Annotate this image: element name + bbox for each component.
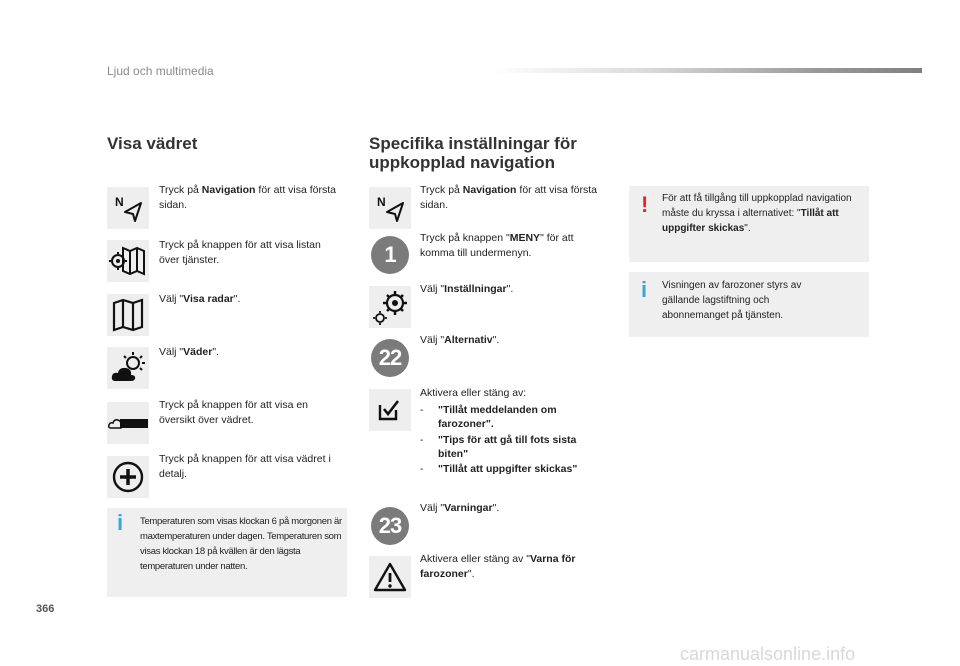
middle-step-2: Tryck på knappen "MENY" för att komma till undermenyn. xyxy=(420,232,574,259)
left-step-3: Välj "Visa radar". xyxy=(159,293,241,305)
left-step-6: Tryck på knappen för att visa vädret i detalj. xyxy=(159,453,331,480)
page-number: 366 xyxy=(36,603,55,615)
left-step-5: Tryck på knappen för att visa en översikt över vädret. xyxy=(159,399,309,426)
warning-icon: ! xyxy=(641,192,649,217)
header-bar xyxy=(490,68,922,73)
warning-note-text: För att få tillgång till uppkopplad navigation måste du kryssa i alternativet: "Tillåt att uppgifter skickas". xyxy=(662,193,852,234)
warning-triangle-icon xyxy=(369,556,411,598)
middle-step-6: Välj "Varningar". xyxy=(420,502,500,514)
middle-title: Specifika inställningar för uppkopplad navigation xyxy=(369,134,577,172)
svg-text:N: N xyxy=(377,195,386,209)
temperature-note-text: Temperaturen som visas klockan 6 på morgonen är maxtemperaturen under dagen. Temperaturen som visas klockan 18 på kvällen är den lägsta temperaturen under natten. xyxy=(140,516,342,572)
map-icon xyxy=(107,294,149,336)
left-title: Visa vädret xyxy=(107,134,198,153)
step-number-23: 23 xyxy=(371,507,409,545)
info-note-text: Visningen av farozoner styrs av gällande lagstiftning och abonnemanget på tjänsten. xyxy=(662,280,802,321)
navigation-arrow-icon xyxy=(369,187,411,229)
weather-overview-icon xyxy=(107,402,149,444)
middle-step-3: Välj "Inställningar". xyxy=(420,283,514,295)
checkbox-icon xyxy=(369,389,411,431)
settings-gears-icon xyxy=(369,286,411,328)
info-note xyxy=(629,272,869,337)
navigation-arrow-icon xyxy=(107,187,149,229)
plus-circle-icon xyxy=(107,456,149,498)
info-icon: i xyxy=(117,510,124,535)
left-step-2: Tryck på knappen för att visa listan över tjänster. xyxy=(159,239,321,266)
section-header: Ljud och multimedia xyxy=(107,64,214,78)
step-number-22: 22 xyxy=(371,339,409,377)
watermark: carmanualsonline.info xyxy=(680,644,856,664)
middle-step-7: Aktivera eller stäng av "Varna för farozoner". xyxy=(420,553,576,580)
bullet-item-1: - "Tillåt meddelanden om farozoner". xyxy=(420,404,557,430)
bullet-item-3: - "Tillåt att uppgifter skickas" xyxy=(420,463,578,475)
weather-icon xyxy=(107,347,149,389)
step-number-1: 1 xyxy=(371,236,409,274)
temperature-note xyxy=(107,508,347,597)
middle-step-4: Välj "Alternativ". xyxy=(420,334,500,346)
left-step-4: Välj "Väder". xyxy=(159,346,219,358)
warning-note xyxy=(629,186,869,262)
services-gear-map-icon xyxy=(107,240,149,282)
bullet-item-2: - "Tips för att gå till fots sista biten" xyxy=(420,434,577,460)
middle-step-5-intro: Aktivera eller stäng av: xyxy=(420,387,527,399)
info-icon: i xyxy=(641,277,648,302)
left-step-1: Tryck på Navigation för att visa första sidan. xyxy=(159,184,337,211)
middle-step-1: Tryck på Navigation för att visa första sidan. xyxy=(420,184,598,211)
svg-text:N: N xyxy=(115,195,124,209)
